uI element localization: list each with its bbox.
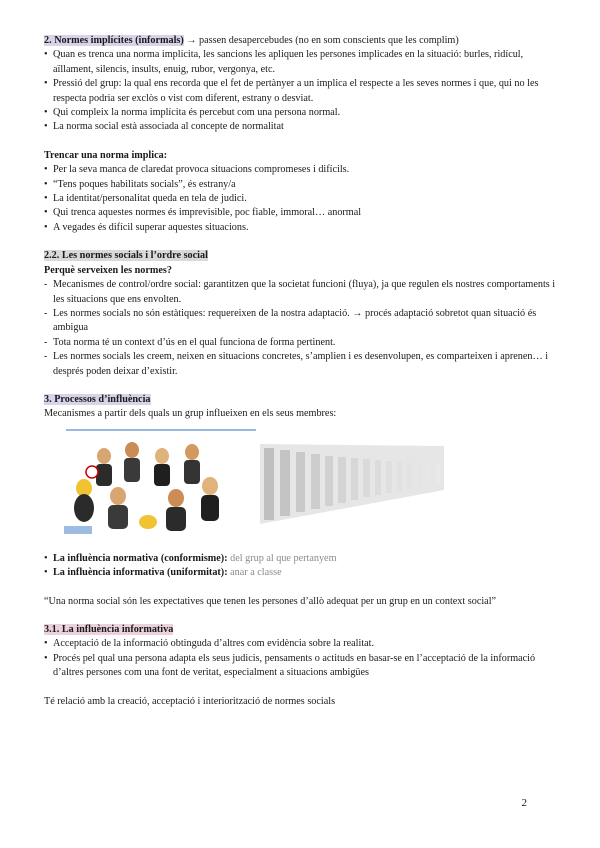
s2-bullet: • Qui compleix la norma implícita és percebut com una persona normal. <box>44 106 556 120</box>
s31-bullet: • Acceptació de la informació obtinguda d’altres com evidència sobre la realitat. <box>44 637 556 651</box>
illustration-svg <box>44 426 556 544</box>
closing-text: Té relació amb la creació, acceptació i interiorització de normes socials <box>44 695 336 707</box>
break-heading: Trencar una norma implica: <box>44 149 168 161</box>
influence-note: anar a classe <box>227 567 282 579</box>
influence-item <box>44 552 556 566</box>
document-page <box>44 34 556 709</box>
s2-bullet: • La norma social està associada al concepte de normalitat <box>44 120 556 134</box>
influence-label: La influència normativa (conformisme): <box>53 552 228 564</box>
break-bullet: • A vegades és difícil superar aquestes situacions. <box>44 221 556 235</box>
definition-quote: “Una norma social són les expectatives que tenen les persones d’allò adequat per un grup en un context social” <box>44 595 497 607</box>
break-bullet: • Per la seva manca de claredat provoca situacions compromeses i difícils. <box>44 163 556 177</box>
influence-label: La influència informativa (uniformitat): <box>53 567 228 579</box>
s22-heading: 2.2. Les normes socials i l’ordre social <box>44 250 208 262</box>
people-group-icon <box>64 442 219 534</box>
s22-dash-item: - Mecanismes de control/ordre social: garantitzen que la societat funcioni (fluya), ja que regulen els nostres comportaments i les situacions que ens envolten. <box>44 278 556 307</box>
s2-heading-line <box>44 34 556 48</box>
s2-heading: 2. Normes implícites (informals) <box>44 35 184 46</box>
s22-subheading: Perquè serveixen les normes? <box>44 264 172 276</box>
influence-item <box>44 566 556 580</box>
page-number: 2 <box>521 797 527 809</box>
influence-note: del grup al que pertanyem <box>227 552 337 564</box>
s22-dash-item: - Tota norma té un context d’ús en el qual funciona de forma pertinent. <box>44 336 556 350</box>
s31-bullet: • Procés pel qual una persona adapta els seus judicis, pensaments o actituds en basar-se en l’acceptació de la informació d’altres persones com una font de veritat, especialment a situacions ambigües <box>44 652 556 681</box>
s22-dash-item: - Les normes socials no són estàtiques: requereixen de la nostra adaptació. → procés adaptació sobretot quan situació és ambigua <box>44 307 556 336</box>
uniform-rows-icon <box>260 444 444 524</box>
s2-bullet: • Pressió del grup: la qual ens recorda que el fet de pertànyer a un implica el respecte a les seves normes i que, qui no les respecta podria ser exclòs o vist com diferent, estrany o desviat. <box>44 77 556 106</box>
s2-heading-tail: → passen desapercebudes (no en som conscients que les complim) <box>183 35 459 46</box>
break-bullet: • La identitat/personalitat queda en tela de judici. <box>44 192 556 206</box>
break-bullet: • “Tens poques habilitats socials”, és estrany/a <box>44 178 556 192</box>
s3-intro: Mecanismes a partir dels quals un grup influeixen en els seus membres: <box>44 408 337 420</box>
s2-bullet: • Quan es trenca una norma implícita, les sancions les apliquen les persones implicades en la situació: burles, ridícul, aïllament, silencis, insults, enuig, rubor, vergonya, etc. <box>44 48 556 77</box>
s22-dash-item: - Les normes socials les creem, neixen en situacions concretes, s’amplien i es desenvolupen, es comparteixen i aprenen… i després poden deixar d’existir. <box>44 350 556 379</box>
s3-heading: 3. Processos d’influència <box>44 393 151 405</box>
conformity-illustration <box>44 426 556 544</box>
s31-heading: 3.1. La influència informativa <box>44 623 174 635</box>
break-bullet: • Qui trenca aquestes normes és imprevisible, poc fiable, immoral… anormal <box>44 206 556 220</box>
